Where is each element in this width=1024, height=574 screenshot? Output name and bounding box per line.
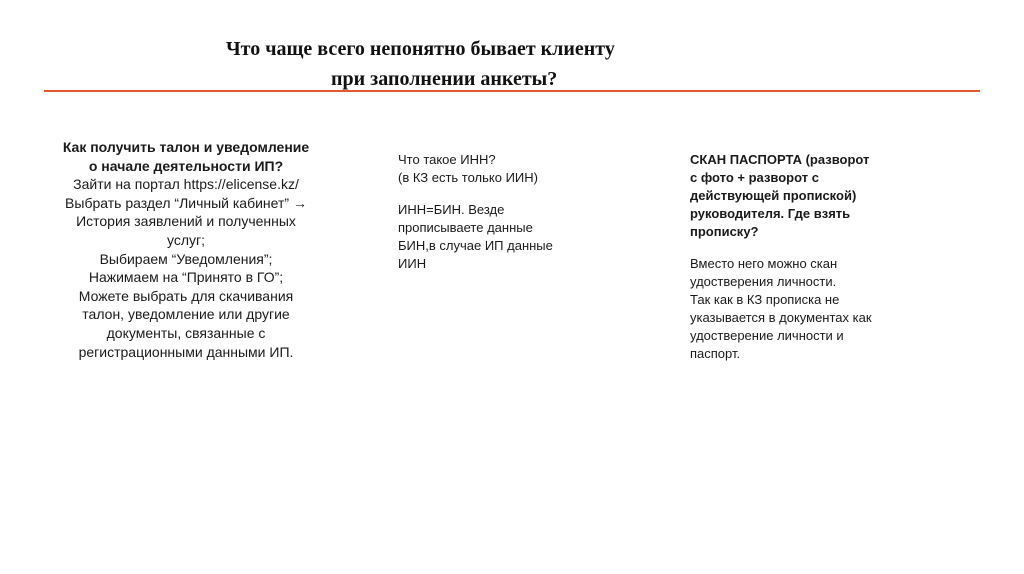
left-answer-line: документы, связанные с bbox=[106, 324, 266, 341]
left-answer-line: Выбираем “Уведомления”; bbox=[99, 250, 273, 267]
right-question-line: руководителя. Где взять bbox=[690, 206, 851, 221]
left-answer-line: Зайти на портал https://elicense.kz/ bbox=[73, 176, 299, 193]
spacer bbox=[690, 241, 930, 255]
right-question-line: прописку? bbox=[690, 224, 759, 239]
left-answer-line: Выбрать раздел “Личный кабинет” → bbox=[65, 194, 307, 211]
left-question-line: о начале деятельности ИП? bbox=[88, 157, 284, 174]
middle-answer-line: ИИН bbox=[398, 256, 427, 271]
title-divider bbox=[44, 90, 980, 92]
left-answer-line: Можете выбрать для скачивания bbox=[78, 287, 294, 304]
right-question-line: действующей пропиской) bbox=[690, 188, 857, 203]
slide-title-line-1: Что чаще всего непонятно бывает клиенту bbox=[226, 38, 615, 60]
left-answer-line: талон, уведомление или другие bbox=[82, 306, 290, 323]
right-answer-line: Вместо него можно скан bbox=[690, 256, 838, 271]
middle-question-line: Что такое ИНН? bbox=[398, 152, 496, 167]
left-answer-line: регистрационными данными ИП. bbox=[78, 343, 294, 360]
right-question-line: с фото + разворот с bbox=[690, 170, 819, 185]
middle-column bbox=[398, 151, 608, 273]
right-answer-line: указывается в документах как bbox=[690, 310, 872, 325]
slide-title-line-2: при заполнении анкеты? bbox=[331, 68, 558, 90]
right-question-line: СКАН ПАСПОРТА (разворот bbox=[690, 152, 870, 167]
spacer bbox=[398, 187, 608, 201]
right-answer-line: паспорт. bbox=[690, 346, 741, 361]
left-answer-line: История заявлений и полученных bbox=[76, 213, 296, 230]
left-answer-line: услуг; bbox=[166, 231, 205, 248]
left-question-line: Как получить талон и уведомление bbox=[62, 139, 310, 155]
middle-answer-line: ИНН=БИН. Везде bbox=[398, 202, 505, 217]
middle-answer-line: прописываете данные bbox=[398, 220, 533, 235]
middle-answer-line: БИН,в случае ИП данные bbox=[398, 238, 553, 253]
left-answer-line: Нажимаем на “Принято в ГО”; bbox=[88, 269, 284, 286]
right-answer-line: Так как в КЗ прописка не bbox=[690, 292, 840, 307]
right-column bbox=[690, 151, 930, 363]
left-column bbox=[30, 138, 342, 361]
middle-question-line: (в КЗ есть только ИИН) bbox=[398, 170, 538, 185]
right-answer-line: удостверения личности. bbox=[690, 274, 837, 289]
right-answer-line: удостверение личности и bbox=[690, 328, 844, 343]
